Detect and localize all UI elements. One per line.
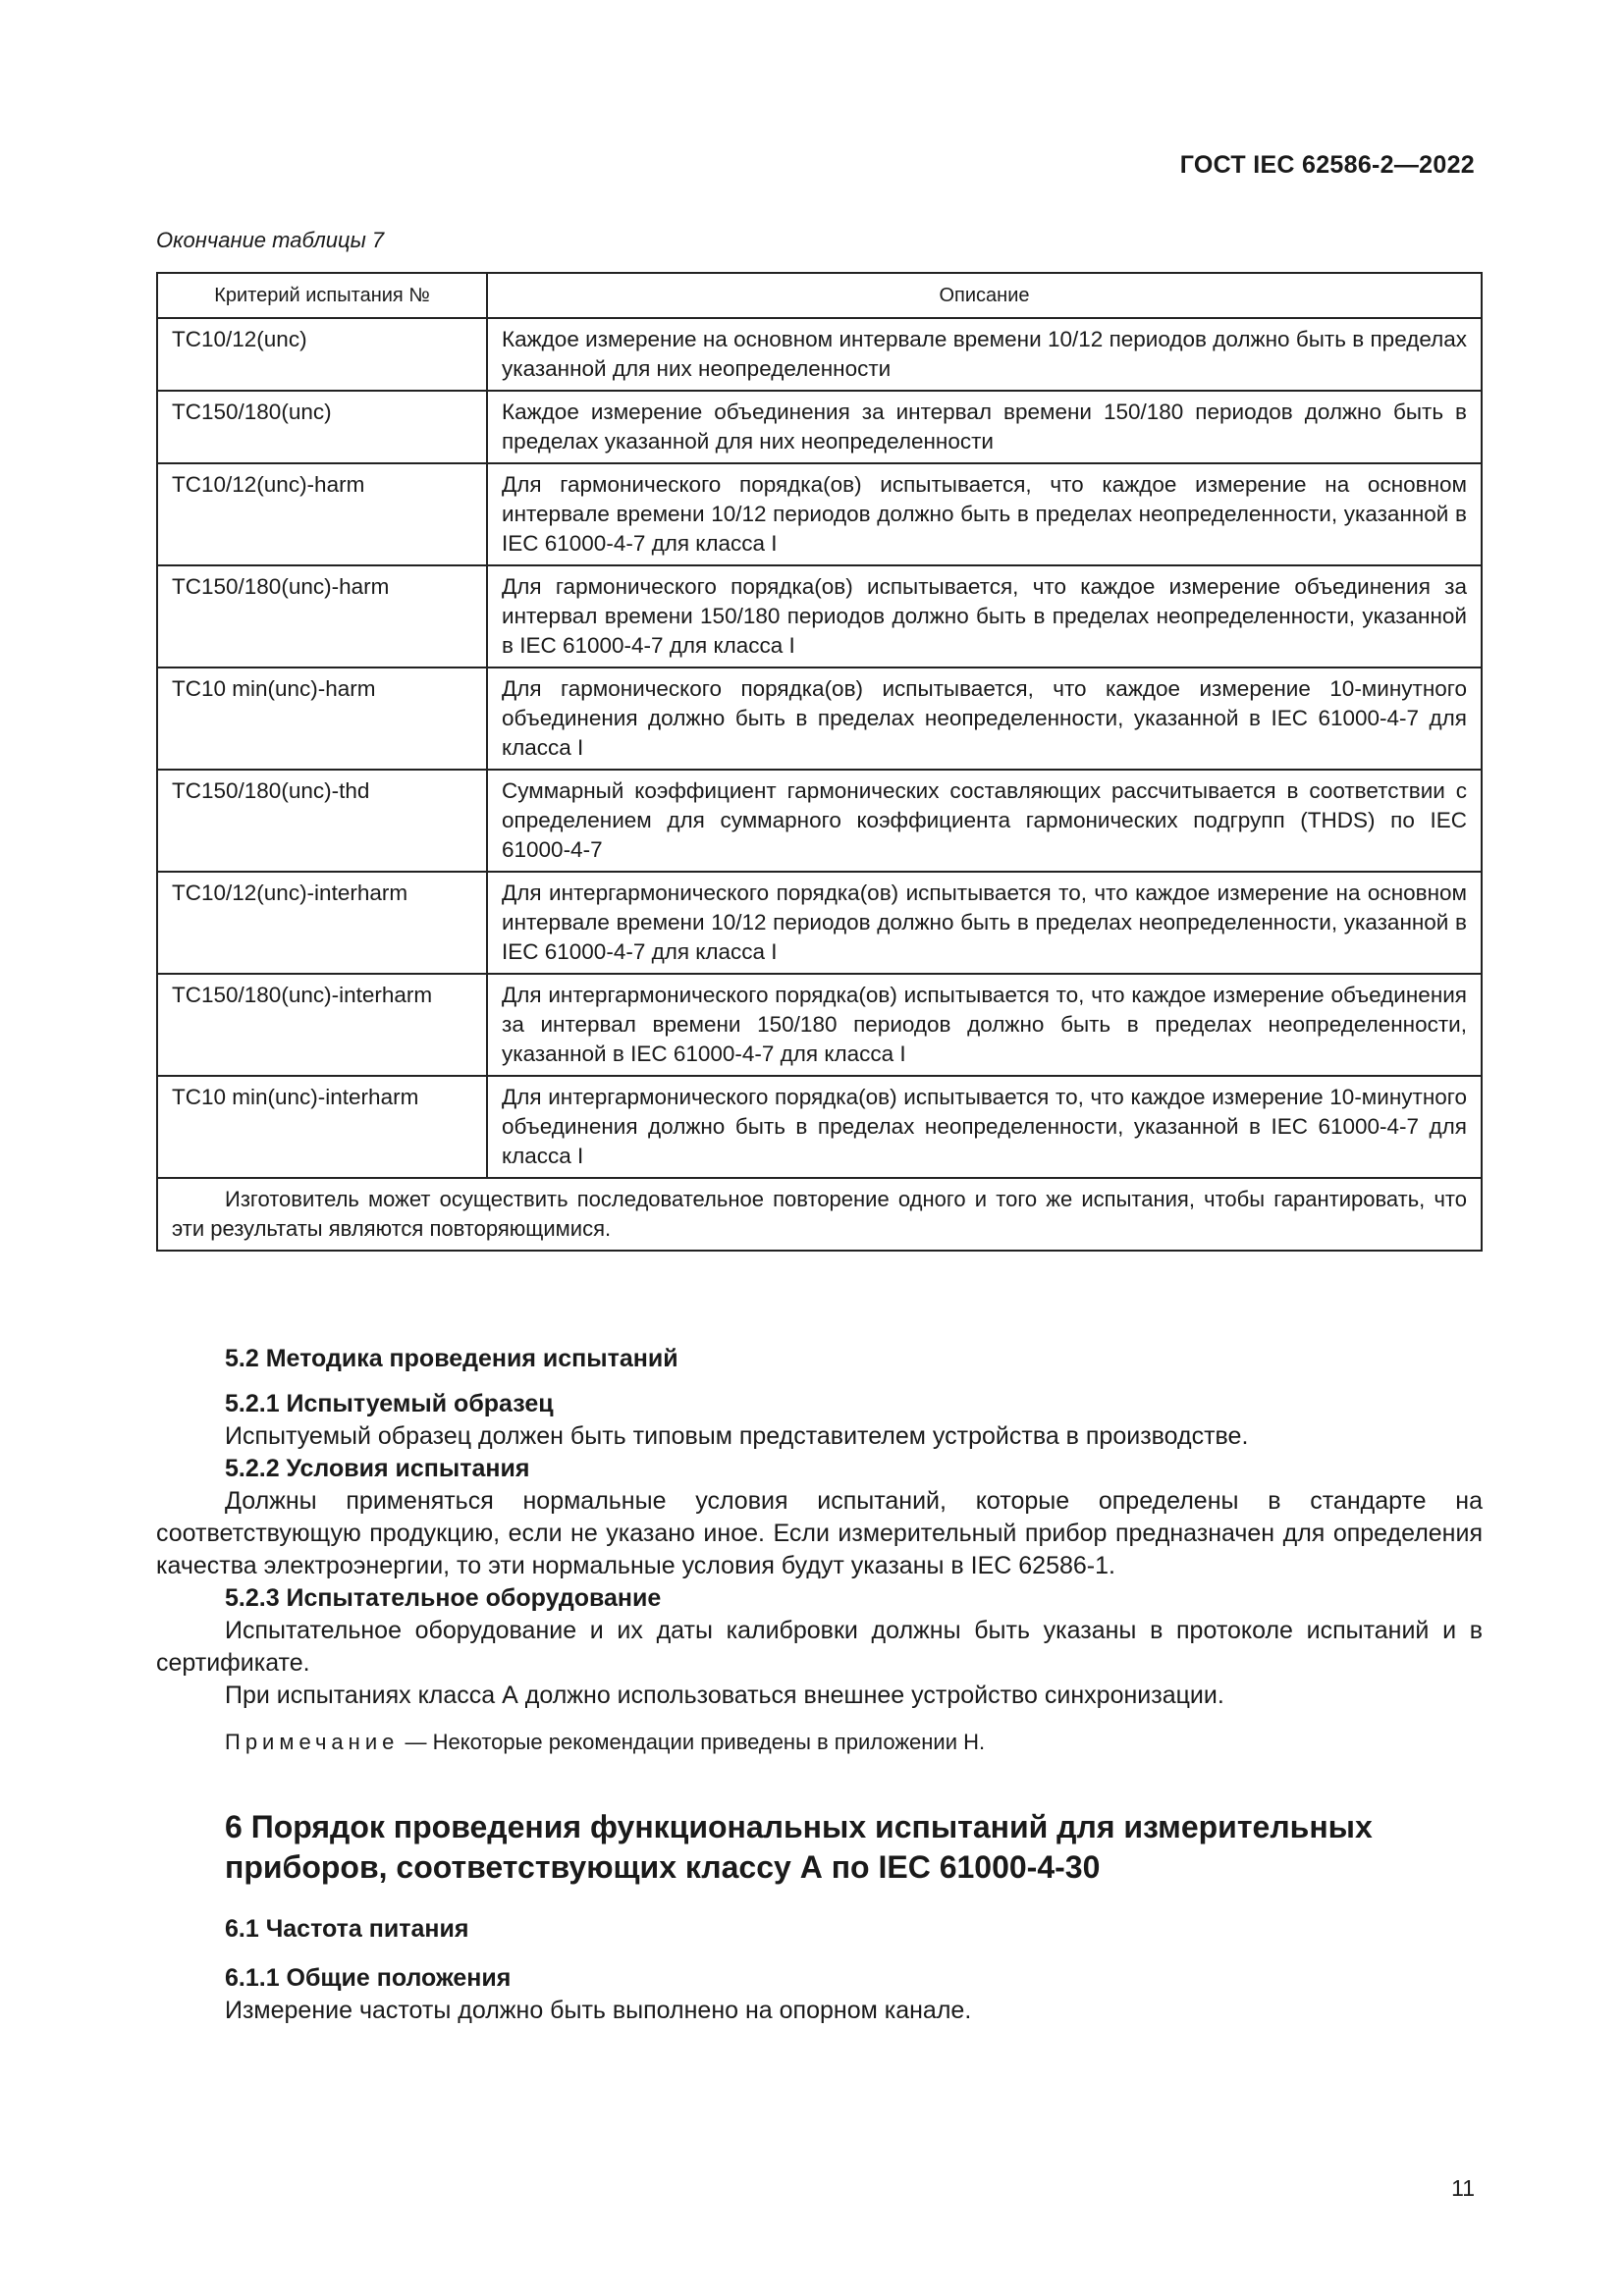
description-cell: Для гармонического порядка(ов) испытывается, что каждое измерение 10-минутного объединения должно быть в пределах неопределенности, указанной в IEC 61000-4-7 для класса I [487,667,1482,770]
criterion-cell: TC10/12(unc)-harm [157,463,487,565]
section-5-2-1-text: Испытуемый образец должен быть типовым представителем устройства в производстве. [225,1422,1249,1450]
table-row [157,974,1482,1076]
page-number: 11 [1451,2175,1475,2201]
description-cell: Для интергармонического порядка(ов) испытывается то, что каждое измерение объединения за интервал времени 150/180 периодов должно быть в пределах неопределенности, указанной в IEC 61000-4-7 для класса I [487,974,1482,1076]
table-row [157,391,1482,463]
criterion-cell: TC10 min(unc)-harm [157,667,487,770]
document-header: ГОСТ IEC 62586-2—2022 [1179,151,1475,179]
section-5-2-title: 5.2 Методика проведения испытаний [225,1345,678,1372]
note [225,1726,1483,1758]
description-cell: Для интергармонического порядка(ов) испытывается то, что каждое измерение 10-минутного объединения должно быть в пределах неопределенности, указанной в IEC 61000-4-7 для класса I [487,1076,1482,1178]
criterion-cell: TC150/180(unc)-harm [157,565,487,667]
section-5-2-2-text: Должны применяться нормальные условия испытаний, которые определены в стандарте на соответствующую продукцию, если не указано иное. Если измерительный прибор предназначен для определения качества электроэнергии, то эти нормальные условия будут указаны в IEC 62586-1. [156,1487,1483,1579]
column-header-description: Описание [487,273,1482,318]
description-cell: Для гармонического порядка(ов) испытывается, что каждое измерение объединения за интервал времени 150/180 периодов должно быть в пределах неопределенности, указанной в IEC 61000-4-7 для класса I [487,565,1482,667]
criterion-cell: TC10 min(unc)-interharm [157,1076,487,1178]
description-cell: Суммарный коэффициент гармонических составляющих рассчитывается в соответствии с определением для суммарного коэффициента гармонических подгрупп (THDS) по IEC 61000-4-7 [487,770,1482,872]
section-5-2-3-title: 5.2.3 Испытательное оборудование [225,1584,662,1612]
section-5-2 [156,1343,1483,2027]
criterion-cell: TC10/12(unc) [157,318,487,391]
table-header-row [157,273,1482,318]
section-5-2-1-title: 5.2.1 Испытуемый образец [225,1390,554,1417]
table-row [157,770,1482,872]
section-5-2-3-text-2: При испытаниях класса А должно использоваться внешнее устройство синхронизации. [225,1682,1224,1709]
column-header-criterion: Критерий испытания № [157,273,487,318]
table-caption: Окончание таблицы 7 [156,228,385,252]
description-cell: Для интергармонического порядка(ов) испытывается то, что каждое измерение на основном интервале времени 10/12 периодов должно быть в пределах неопределенности, указанной в IEC 61000-4-7 для класса I [487,872,1482,974]
description-cell: Для гармонического порядка(ов) испытывается, что каждое измерение на основном интервале времени 10/12 периодов должно быть в пределах неопределенности, указанной в IEC 61000-4-7 для класса I [487,463,1482,565]
section-5-2-2-title: 5.2.2 Условия испытания [225,1455,530,1482]
table-footnote-row [157,1178,1482,1251]
criterion-cell: TC10/12(unc)-interharm [157,872,487,974]
section-6-1-1-text: Измерение частоты должно быть выполнено на опорном канале. [225,1997,972,2024]
section-6-1-1-title: 6.1.1 Общие положения [225,1964,512,1992]
table-row [157,463,1482,565]
description-cell: Каждое измерение объединения за интервал времени 150/180 периодов должно быть в пределах указанной для них неопределенности [487,391,1482,463]
description-cell: Каждое измерение на основном интервале времени 10/12 периодов должно быть в пределах указанной для них неопределенности [487,318,1482,391]
table-row [157,872,1482,974]
criterion-cell: TC150/180(unc)-thd [157,770,487,872]
table-row [157,565,1482,667]
section-5-2-3-text-1: Испытательное оборудование и их даты калибровки должны быть указаны в протоколе испытаний и в сертификате. [156,1617,1483,1677]
note-label: Примечание [225,1730,400,1754]
note-text: — Некоторые рекомендации приведены в приложении Н. [399,1730,986,1754]
table-footnote: Изготовитель может осуществить последовательное повторение одного и того же испытания, чтобы гарантировать, что эти результаты являются повторяющимися. [157,1178,1482,1251]
table-row [157,318,1482,391]
criterion-cell: TC150/180(unc) [157,391,487,463]
table-row [157,1076,1482,1178]
section-6-1-title: 6.1 Частота питания [225,1915,469,1943]
table-7 [156,272,1483,1252]
table-row [157,667,1482,770]
section-6-title: 6 Порядок проведения функциональных испытаний для измерительных приборов, соответствующих классу А по IEC 61000-4-30 [225,1809,1373,1885]
criterion-cell: TC150/180(unc)-interharm [157,974,487,1076]
